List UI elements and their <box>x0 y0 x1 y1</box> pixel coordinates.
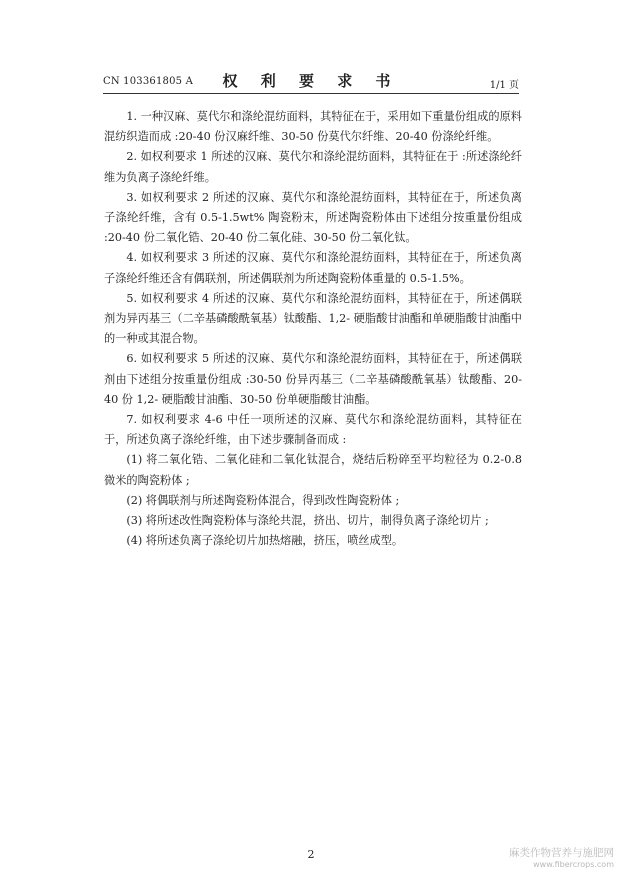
header-rule <box>103 93 519 94</box>
claim-1: 1. 一种汉麻、莫代尔和涤纶混纺面料，其特征在于，采用如下重量份组成的原料混纺织造而成 :20-40 份汉麻纤维、30-50 份莫代尔纤维、20-40 份涤纶纤维。 <box>104 110 522 144</box>
claim-4: 4. 如权利要求 3 所述的汉麻、莫代尔和涤纶混纺面料，其特征在于，所述负离子涤纶纤维还含有偶联剂，所述偶联剂为所述陶瓷粉体重量的 0.5-1.5%。 <box>104 251 522 285</box>
claim-7-step-2: (2) 将偶联剂与所述陶瓷粉体混合，得到改性陶瓷粉体 ; <box>126 493 400 507</box>
watermark-url: www.fibercrops.com <box>533 860 614 869</box>
page-header <box>103 70 519 92</box>
claim-7-step-1: (1) 将二氧化锆、二氧化硅和二氧化钛混合，烧结后粉碎至平均粒径为 0.2-0.8 微米的陶瓷粉体 ; <box>104 453 522 487</box>
claim-7-step-3: (3) 将所述改性陶瓷粉体与涤纶共混，挤出、切片，制得负离子涤纶切片 ; <box>126 514 489 528</box>
document-number: CN 103361805 A <box>103 76 194 87</box>
page-label: 1/1 页 <box>489 80 519 91</box>
claim-7: 7. 如权利要求 4-6 中任一项所述的汉麻、莫代尔和涤纶混纺面料，其特征在于，所述负离子涤纶纤维，由下述步骤制备而成 : <box>104 413 522 447</box>
claims-body <box>104 107 522 551</box>
page-number: 2 <box>307 848 315 861</box>
claim-6: 6. 如权利要求 5 所述的汉麻、莫代尔和涤纶混纺面料，其特征在于，所述偶联剂由下述组分按重量份组成 :30-50 份异丙基三（二辛基磷酸酰氧基）钛酸酯、20-40 份 1,2- 硬脂酸甘油酯、30-50 份单硬脂酸甘油酯。 <box>104 352 522 406</box>
watermark-name: 麻类作物营养与施肥网 <box>509 847 614 859</box>
claim-2: 2. 如权利要求 1 所述的汉麻、莫代尔和涤纶混纺面料，其特征在于 :所述涤纶纤维为负离子涤纶纤维。 <box>104 150 522 184</box>
claim-5: 5. 如权利要求 4 所述的汉麻、莫代尔和涤纶混纺面料，其特征在于，所述偶联剂为异丙基三（二辛基磷酸酰氧基）钛酸酯、1,2- 硬脂酸甘油酯和单硬脂酸甘油酯中的一种或其混合物。 <box>104 291 522 346</box>
claim-3: 3. 如权利要求 2 所述的汉麻、莫代尔和涤纶混纺面料，其特征在于，所述负离子涤纶纤维，含有 0.5-1.5wt% 陶瓷粉末，所述陶瓷粉体由下述组分按重量份组成 :20-40 份二氧化锆、20-40 份二氧化硅、30-50 份二氧化钛。 <box>104 190 522 245</box>
site-watermark <box>509 847 614 871</box>
claim-7-step-4: (4) 将所述负离子涤纶切片加热熔融，挤压，喷丝成型。 <box>126 534 404 548</box>
document-title: 权 利 要 求 书 <box>222 72 400 90</box>
